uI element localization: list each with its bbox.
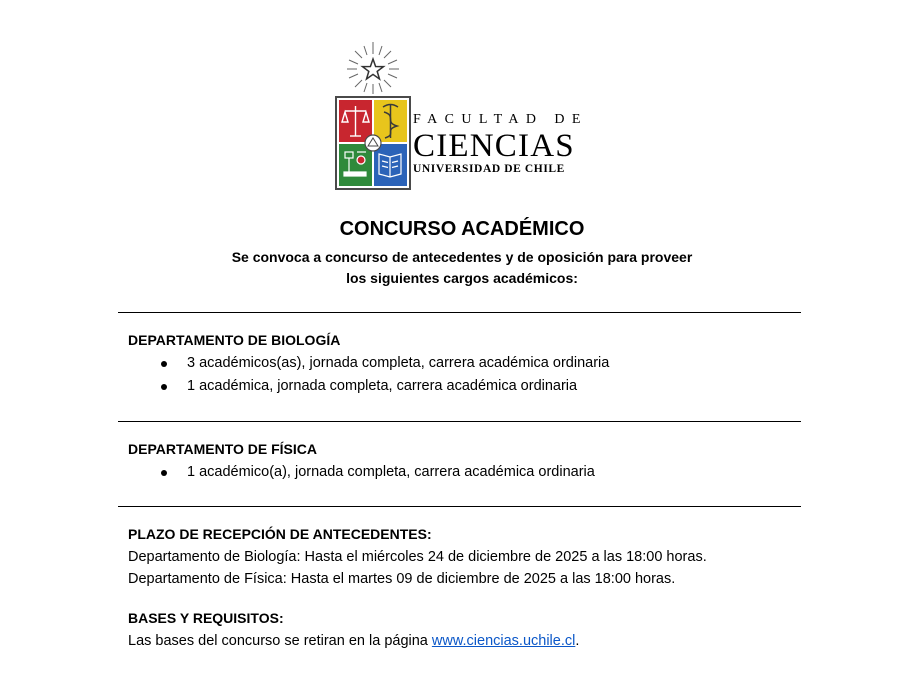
page-title: CONCURSO ACADÉMICO (339, 218, 585, 240)
bases-text (128, 631, 579, 651)
department-heading-biologia: DEPARTAMENTO DE BIOLOGÍA (128, 332, 341, 348)
subtitle-line-1: Se convoca a concurso de antecedentes y de oposición para proveer (231, 249, 693, 265)
position-text: 3 académicos(as), jornada completa, carrera académica ordinaria (187, 355, 610, 371)
logo-line-universidad: UNIVERSIDAD DE CHILE (413, 163, 565, 175)
logo-line-facultad: FACULTAD DE (413, 112, 588, 127)
position-text: 1 académica, jornada completa, carrera académica ordinaria (187, 378, 578, 394)
deadline-fisica: Departamento de Física: Hasta el martes 09 de diciembre de 2025 a las 18:00 horas. (128, 571, 676, 587)
logo-line-ciencias: CIENCIAS (413, 128, 575, 164)
department-heading-fisica: DEPARTAMENTO DE FÍSICA (128, 441, 318, 457)
bases-heading: BASES Y REQUISITOS: (128, 610, 284, 626)
section-divider (118, 312, 801, 313)
bullet-icon (161, 361, 167, 367)
page-subtitle (0, 247, 924, 289)
bases-text-prefix: Las bases del concurso se retiran en la página (128, 633, 432, 649)
bullet-icon (161, 470, 167, 476)
ciencias-website-link[interactable]: www.ciencias.uchile.cl (431, 633, 576, 649)
deadlines-heading: PLAZO DE RECEPCIÓN DE ANTECEDENTES: (128, 526, 432, 542)
section-divider (118, 506, 801, 507)
position-text: 1 académico(a), jornada completa, carrera académica ordinaria (187, 464, 595, 480)
logo-wordmark (413, 112, 595, 176)
bases-text-suffix: . (575, 633, 580, 649)
section-divider (118, 421, 801, 422)
deadline-biologia: Departamento de Biología: Hasta el miércoles 24 de diciembre de 2025 a las 18:00 horas. (128, 549, 707, 565)
faculty-logo (333, 40, 595, 192)
bullet-icon (161, 384, 167, 390)
university-crest-icon (333, 40, 413, 192)
subtitle-line-2: los siguientes cargos académicos: (346, 270, 578, 286)
